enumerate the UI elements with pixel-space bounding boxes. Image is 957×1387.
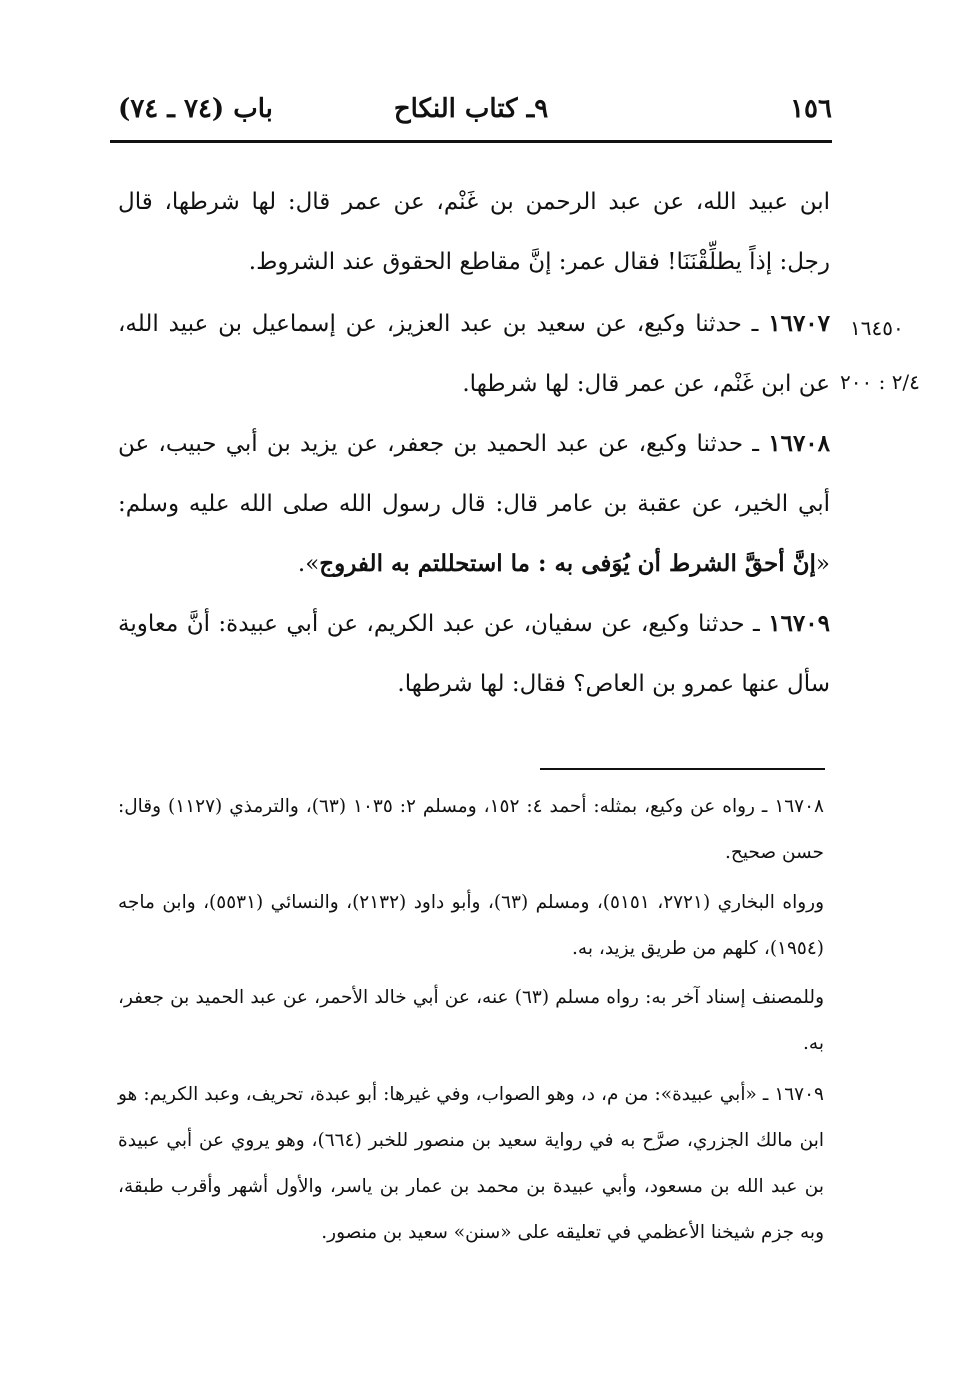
hadith-16707: [118, 294, 830, 414]
margin-ref-volume: ٢/٤ : ٢٠٠: [840, 370, 920, 394]
hadith-text: ـ حدثنا وكيع، عن سفيان، عن عبد الكريم، عن أبي عبيدة: أنَّ معاوية سأل عنها عمرو بن العاص؟ فقال: لها شرطها.: [118, 611, 830, 697]
hadith-quote-end: ».: [297, 551, 320, 577]
footnote-16709: [118, 1072, 824, 1256]
margin-ref-number: ١٦٤٥٠: [850, 316, 904, 340]
book-title: ٩ـ كتاب النكاح: [393, 94, 549, 124]
page-number: ١٥٦: [790, 94, 832, 124]
hadith-number: ١٦٧٠٨: [768, 430, 831, 457]
hadith-number: ١٦٧٠٧: [768, 310, 831, 337]
footnote-16708-a: [118, 784, 824, 876]
hadith-16708: [118, 414, 830, 594]
hadith-quote: إنَّ أحقَّ الشرط أن يُوَفى به : ما استحللتم به الفروج: [319, 550, 816, 577]
chapter-label: باب (٧٤ ـ ٧٤): [118, 94, 273, 124]
footnote-text: ١٦٧٠٩ ـ «أبي عبيدة»: من م، د، وهو الصواب، وفي غيرها: أبو عبدة، تحريف، وعبد الكريم: هو ابن مالك الجزري، صرَّح به في رواية سعيد بن منصور للخبر (٦٦٤)، وهو يروي عن أبي عبيدة بن عبد الله بن مسعود، وأبي عبيدة بن محمد بن عمار بن ياسر، والأول أشهر وأقرب طبقة، وبه جزم شيخنا الأعظمي في تعليقه على «سنن» سعيد بن منصور.: [118, 1084, 824, 1243]
footnote-rule: [540, 768, 825, 770]
header-rule: [110, 140, 832, 143]
hadith-16709: [118, 594, 830, 714]
intro-text: ابن عبيد الله، عن عبد الرحمن بن غَنْم، عن عمر قال: لها شرطها، قال رجل: إذاً يطلِّقْنَنَا! فقال عمر: إنَّ مقاطع الحقوق عند الشروط.: [118, 189, 830, 275]
hadith-text: ـ حدثنا وكيع، عن عبد الحميد بن جعفر، عن يزيد بن أبي حبيب، عن أبي الخير، عن عقبة بن عامر قال: قال رسول الله صلى الله عليه وسلم: «: [118, 431, 830, 577]
running-header: [110, 90, 832, 130]
footnote-text: وللمصنف إسناد آخر به: رواه مسلم (٦٣) عنه، عن أبي خالد الأحمر، عن عبد الحميد بن جعفر، به.: [118, 987, 824, 1054]
footnote-16708-b: [118, 880, 824, 972]
intro-paragraph: [118, 172, 830, 292]
footnote-text: ورواه البخاري (٢٧٢١، ٥١٥١)، ومسلم (٦٣)، وأبو داود (٢١٣٢)، والنسائي (٥٥٣١)، وابن ماجه (١٩٥٤)، كلهم من طريق يزيد، به.: [118, 892, 825, 959]
hadith-number: ١٦٧٠٩: [768, 610, 830, 637]
footnote-16708-c: [118, 975, 824, 1067]
footnote-text: ١٦٧٠٨ ـ رواه عن وكيع، بمثله: أحمد ٤: ١٥٢، ومسلم ٢: ١٠٣٥ (٦٣)، والترمذي (١١٢٧) وقال: حسن صحيح.: [118, 796, 824, 863]
hadith-text: ـ حدثنا وكيع، عن سعيد بن عبد العزيز، عن إسماعيل بن عبيد الله، عن ابن غَنْم، عن عمر قال: لها شرطها.: [118, 311, 830, 397]
